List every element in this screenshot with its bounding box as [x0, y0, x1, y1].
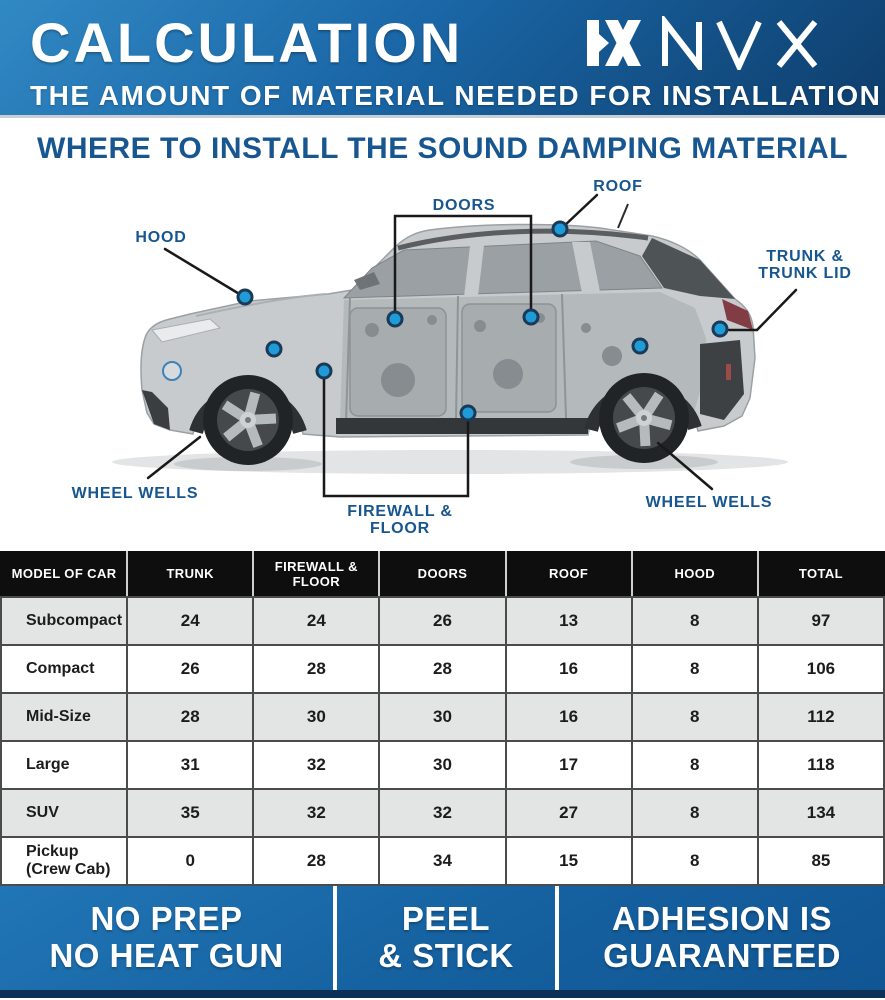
value-cell: 0 [127, 837, 253, 885]
value-cell: 34 [379, 837, 505, 885]
value-cell: 17 [506, 741, 632, 789]
trunk-marker-dot [713, 322, 727, 336]
column-header-doors: DOORS [379, 551, 505, 597]
total-cell: 85 [758, 837, 884, 885]
value-cell: 26 [379, 597, 505, 645]
column-header-firewall: FIREWALL & FLOOR [253, 551, 379, 597]
total-cell: 97 [758, 597, 884, 645]
footer-banner [0, 886, 885, 990]
column-header-model: MODEL OF CAR [1, 551, 127, 597]
total-cell: 106 [758, 645, 884, 693]
rear-door-marker-dot [524, 310, 538, 324]
front-wheel-well-marker-dot [267, 342, 281, 356]
label-wheel-wells-left: WHEEL WELLS [71, 485, 199, 502]
value-cell: 28 [253, 645, 379, 693]
model-cell: Compact [1, 645, 127, 693]
page-title: CALCULATION [30, 11, 464, 74]
column-header-total: TOTAL [758, 551, 884, 597]
value-cell: 8 [632, 645, 758, 693]
hood-marker-dot [238, 290, 252, 304]
table-row [1, 693, 884, 741]
label-wheel-wells-right: WHEEL WELLS [645, 494, 773, 511]
table-header-row [1, 551, 884, 597]
value-cell: 30 [379, 693, 505, 741]
value-cell: 32 [379, 789, 505, 837]
value-cell: 26 [127, 645, 253, 693]
model-cell: Subcompact [1, 597, 127, 645]
value-cell: 31 [127, 741, 253, 789]
table-row [1, 789, 884, 837]
roof-marker-dot [553, 222, 567, 236]
nvx-brand-letters [665, 22, 815, 66]
value-cell: 28 [253, 837, 379, 885]
header-banner [0, 0, 885, 118]
value-cell: 13 [506, 597, 632, 645]
total-cell: 134 [758, 789, 884, 837]
rear-wheel-well-marker-dot [633, 339, 647, 353]
material-table [0, 551, 885, 886]
table-row [1, 741, 884, 789]
label-roof: ROOF [593, 178, 643, 195]
value-cell: 28 [379, 645, 505, 693]
model-cell: Large [1, 741, 127, 789]
value-cell: 24 [127, 597, 253, 645]
front-wheel [203, 375, 293, 465]
front-door-marker-dot [388, 312, 402, 326]
nvx-logo [587, 16, 857, 70]
value-cell: 30 [253, 693, 379, 741]
table-row [1, 645, 884, 693]
label-hood: HOOD [135, 229, 187, 246]
model-cell: Pickup (Crew Cab) [1, 837, 127, 885]
rear-wheel [599, 373, 689, 463]
total-cell: 112 [758, 693, 884, 741]
value-cell: 8 [632, 837, 758, 885]
value-cell: 28 [127, 693, 253, 741]
value-cell: 32 [253, 789, 379, 837]
value-cell: 8 [632, 597, 758, 645]
firewall-marker-dot [461, 406, 475, 420]
value-cell: 32 [253, 741, 379, 789]
hood-callout-line [165, 249, 241, 295]
table-row [1, 837, 884, 885]
value-cell: 8 [632, 693, 758, 741]
value-cell: 15 [506, 837, 632, 885]
table-row [1, 597, 884, 645]
value-cell: 35 [127, 789, 253, 837]
footer-item-peel-stick: PEEL & STICK [333, 886, 555, 990]
column-header-hood: HOOD [632, 551, 758, 597]
footer-item-adhesion: ADHESION IS GUARANTEED [555, 886, 885, 990]
floor-marker-dot [317, 364, 331, 378]
value-cell: 30 [379, 741, 505, 789]
value-cell: 8 [632, 741, 758, 789]
value-cell: 8 [632, 789, 758, 837]
label-doors: DOORS [432, 197, 496, 214]
model-cell: SUV [1, 789, 127, 837]
car-diagram [0, 168, 885, 551]
page-subtitle: THE AMOUNT OF MATERIAL NEEDED FOR INSTALLATION [30, 80, 882, 111]
value-cell: 16 [506, 645, 632, 693]
value-cell: 27 [506, 789, 632, 837]
column-header-roof: ROOF [506, 551, 632, 597]
value-cell: 16 [506, 693, 632, 741]
ground-shadow [112, 450, 788, 474]
label-trunk: TRUNK & TRUNK LID [758, 248, 852, 282]
nvx-brand-icon [587, 20, 641, 66]
model-cell: Mid-Size [1, 693, 127, 741]
footer-bottom-strip [0, 990, 885, 998]
footer-item-no-prep: NO PREP NO HEAT GUN [49, 900, 284, 974]
value-cell: 24 [253, 597, 379, 645]
total-cell: 118 [758, 741, 884, 789]
label-firewall-floor: FIREWALL & FLOOR [347, 503, 453, 537]
section-title: WHERE TO INSTALL THE SOUND DAMPING MATERIAL [37, 132, 848, 165]
column-header-trunk: TRUNK [127, 551, 253, 597]
roof-callout-line [563, 195, 597, 227]
